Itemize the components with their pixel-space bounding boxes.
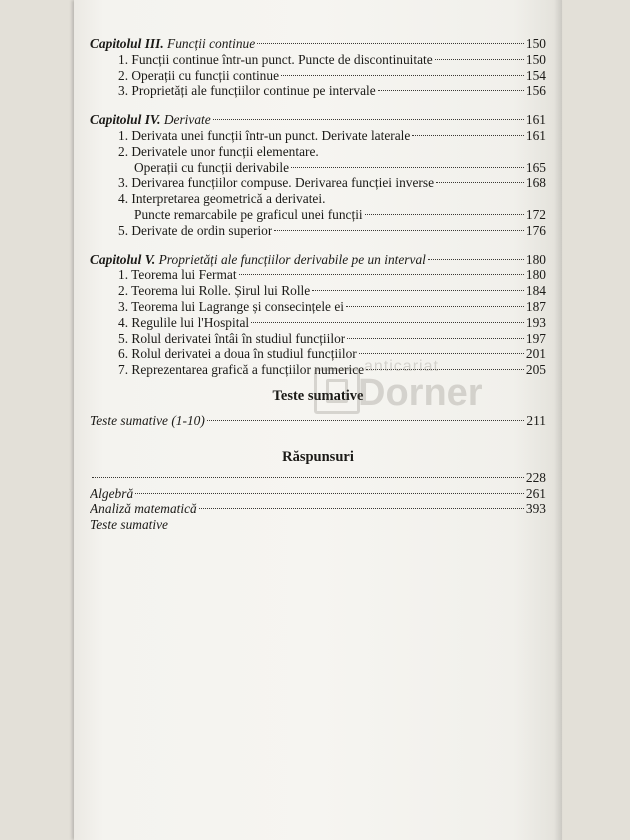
page-number: 228	[525, 469, 546, 485]
entry-label: 4. Interpretarea geometrică a derivatei.	[118, 191, 326, 207]
page-number: 205	[525, 362, 546, 378]
page-number: 150	[525, 51, 546, 67]
toc-entry	[90, 413, 546, 429]
dot-leader	[435, 59, 524, 60]
toc-entry	[90, 191, 546, 207]
page-number: 150	[525, 36, 546, 51]
dot-leader	[346, 306, 524, 307]
page-edge-shadow	[554, 0, 562, 840]
entry-label: 2. Operații cu funcții continue	[118, 67, 280, 83]
toc-entry	[90, 470, 546, 486]
toc-entry	[90, 315, 546, 331]
toc-entry	[90, 68, 546, 84]
dot-leader	[347, 338, 524, 339]
dot-leader	[207, 420, 525, 421]
section-heading-teste: Teste sumative	[272, 387, 364, 404]
page-number: 161	[525, 112, 546, 128]
entry-label: 3. Teorema lui Lagrange și consecințele ei	[118, 298, 344, 314]
chapter-heading	[90, 252, 546, 268]
entry-label: Puncte remarcabile pe graficul unei funcții	[134, 206, 363, 222]
entry-label: Algebră	[90, 485, 134, 501]
dot-leader	[257, 43, 524, 44]
dot-leader	[312, 290, 524, 291]
toc-entry	[90, 175, 546, 191]
dot-leader	[378, 90, 524, 91]
dot-leader	[274, 230, 524, 231]
entry-label: Teste sumative	[90, 517, 168, 533]
page-number: 154	[525, 67, 546, 83]
dot-leader	[412, 135, 524, 136]
chapter-title: Derivate	[163, 112, 211, 128]
page-number: 201	[525, 346, 546, 362]
chapter-title: Proprietăți ale funcțiilor derivabile pe un interval	[158, 251, 426, 267]
toc-entry	[90, 267, 546, 283]
watermark-text-small: anticariat	[364, 358, 439, 375]
page-number: 172	[525, 206, 546, 222]
entry-label: 3. Proprietăți ale funcțiilor continue pe intervale	[118, 83, 376, 99]
entry-label: 6. Rolul derivatei a doua în studiul funcțiilor	[118, 346, 357, 362]
toc-entry	[90, 144, 546, 160]
dot-leader	[251, 322, 524, 323]
page-number: 180	[525, 267, 546, 283]
toc-entry	[90, 207, 546, 223]
dot-leader	[365, 214, 524, 215]
entry-label: Analiză matematică	[90, 501, 197, 517]
dot-leader	[135, 493, 524, 494]
toc-entry	[90, 346, 546, 362]
dot-leader	[359, 353, 524, 354]
page-number: 393	[525, 501, 546, 517]
entry-label: Teste sumative (1-10)	[90, 412, 205, 428]
chapter-number: Capitolul III.	[90, 36, 164, 51]
toc-entry	[90, 331, 546, 347]
dot-leader	[366, 369, 524, 370]
entry-label: Operații cu funcții derivabile	[134, 159, 290, 175]
dot-leader	[436, 182, 524, 183]
entry-label: 1. Derivata unei funcții într-un punct. Derivate laterale	[118, 127, 411, 143]
entry-label: 5. Rolul derivatei întâi în studiul funcțiilor	[118, 330, 346, 346]
page-number: 168	[525, 175, 546, 191]
toc-entry	[90, 160, 546, 176]
table-of-contents	[90, 34, 546, 533]
page-number: 161	[525, 127, 546, 143]
page-number: 197	[525, 330, 546, 346]
page-number: 176	[525, 222, 546, 238]
chapter-heading	[90, 36, 546, 52]
entry-label: 7. Reprezentarea grafică a funcțiilor numerice	[118, 362, 365, 378]
dot-leader	[428, 259, 524, 260]
chapter-number: Capitolul IV.	[90, 112, 161, 128]
entry-label: 1. Funcții continue într-un punct. Puncte de discontinuitate	[118, 51, 433, 67]
dot-leader	[92, 477, 524, 478]
page-number: 211	[526, 412, 546, 428]
toc-entry	[90, 223, 546, 239]
book-page	[74, 0, 562, 840]
page-number: 180	[525, 251, 546, 267]
entry-label: 4. Regulile lui l'Hospital	[118, 314, 250, 330]
toc-entry	[90, 128, 546, 144]
toc-entry	[90, 517, 546, 533]
entry-label: 2. Teorema lui Rolle. Șirul lui Rolle	[118, 283, 311, 299]
section-heading-raspunsuri: Răspunsuri	[282, 448, 354, 465]
entry-label: 5. Derivate de ordin superior	[118, 222, 273, 238]
toc-entry	[90, 283, 546, 299]
chapter-number: Capitolul V.	[90, 251, 156, 267]
page-number: 193	[525, 314, 546, 330]
toc-entry	[90, 83, 546, 99]
page-number: 184	[525, 283, 546, 299]
entry-label: 3. Derivarea funcțiilor compuse. Derivarea funcției inverse	[118, 175, 435, 191]
entry-label: 2. Derivatele unor funcții elementare.	[118, 143, 319, 159]
dot-leader	[281, 75, 524, 76]
watermark-text-large: Dorner	[358, 372, 483, 414]
toc-entry	[90, 362, 546, 378]
dot-leader	[239, 274, 524, 275]
page-number: 187	[525, 298, 546, 314]
chapter-title: Funcții continue	[167, 36, 256, 51]
dot-leader	[213, 119, 524, 120]
dot-leader	[199, 508, 524, 509]
page-number: 261	[525, 485, 546, 501]
toc-entry	[90, 52, 546, 68]
toc-entry	[90, 299, 546, 315]
dot-leader	[291, 167, 524, 168]
entry-label: 1. Teorema lui Fermat	[118, 267, 237, 283]
page-number: 156	[525, 83, 546, 99]
page-number: 165	[525, 159, 546, 175]
toc-entry	[90, 486, 546, 502]
chapter-heading	[90, 112, 546, 128]
toc-entry	[90, 501, 546, 517]
